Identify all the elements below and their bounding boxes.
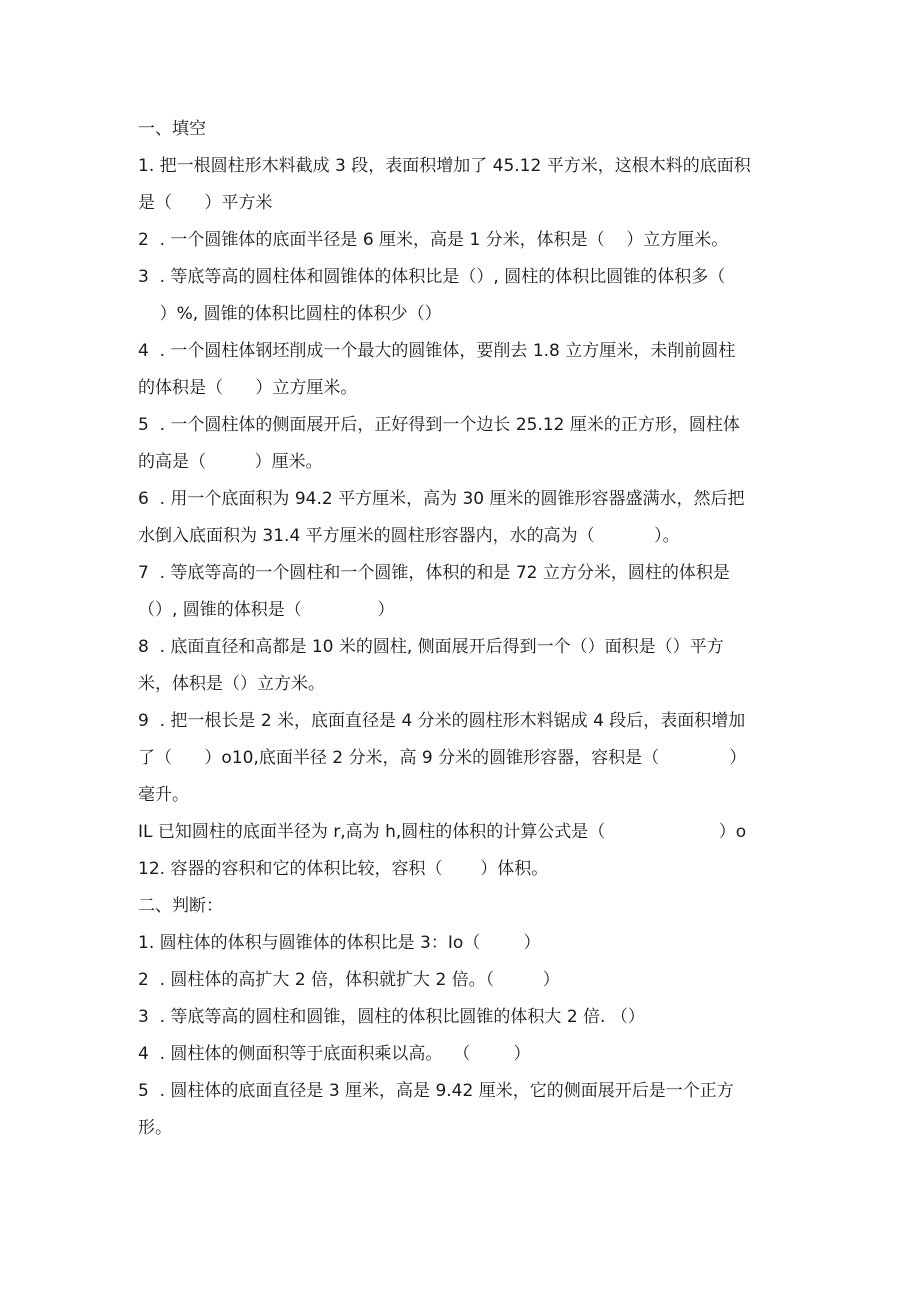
question-11: IL 已知圆柱的底面半径为 r,高为 h,圆柱的体积的计算公式是（ ）o <box>138 822 747 842</box>
question-4-line-2: 的体积是（ ）立方厘米。 <box>138 378 358 398</box>
question-7-line-2: （）, 圆锥的体积是（ ） <box>138 600 395 620</box>
judgment-5-line-1: 5 . 圆柱体的底面直径是 3 厘米，高是 9.42 厘米，它的侧面展开后是一个正方 <box>138 1081 734 1101</box>
question-5-line-2: 的高是（ ）厘米。 <box>138 452 323 472</box>
question-12: 12. 容器的容积和它的体积比较，容积（ ）体积。 <box>138 859 549 879</box>
question-4-line-1: 4 . 一个圆柱体钢坯削成一个最大的圆锥体，要削去 1.8 立方厘米，未削前圆柱 <box>138 341 736 361</box>
question-3-line-2: ）%, 圆锥的体积比圆柱的体积少（） <box>138 304 442 324</box>
question-7-line-1: 7 . 等底等高的一个圆柱和一个圆锥，体积的和是 72 立方分米，圆柱的体积是 <box>138 563 730 583</box>
question-8-line-1: 8 . 底面直径和高都是 10 米的圆柱, 侧面展开后得到一个（）面积是（）平方 <box>138 637 724 657</box>
judgment-2: 2 . 圆柱体的高扩大 2 倍，体积就扩大 2 倍。（ ） <box>138 970 560 990</box>
section-title-judgment: 二、判断： <box>138 896 223 916</box>
question-2: 2 . 一个圆锥体的底面半径是 6 厘米，高是 1 分米，体积是（ ）立方厘米。 <box>138 230 729 250</box>
question-8-line-2: 米，体积是（）立方米。 <box>138 674 325 694</box>
judgment-1: 1. 圆柱体的体积与圆锥体的体积比是 3：Io（ ） <box>138 933 541 953</box>
question-6-line-1: 6 . 用一个底面积为 94.2 平方厘米，高为 30 厘米的圆锥形容器盛满水，然后把 <box>138 489 745 509</box>
judgment-4: 4 . 圆柱体的侧面积等于底面积乘以高。 （ ） <box>138 1044 531 1064</box>
question-3-line-1: 3 . 等底等高的圆柱体和圆锥体的体积比是（）, 圆柱的体积比圆锥的体积多（ <box>138 267 726 287</box>
question-10-line-3: 毫升。 <box>138 785 189 805</box>
section-title-fill-blank: 一、填空 <box>138 119 206 139</box>
question-1-line-2: 是（ ）平方米 <box>138 193 273 213</box>
question-9-line-1: 9 . 把一根长是 2 米，底面直径是 4 分米的圆柱形木料锯成 4 段后，表面积增加 <box>138 711 746 731</box>
question-5-line-1: 5 . 一个圆柱体的侧面展开后，正好得到一个边长 25.12 厘米的正方形，圆柱体 <box>138 415 740 435</box>
judgment-3: 3 . 等底等高的圆柱和圆锥，圆柱的体积比圆锥的体积大 2 倍. （） <box>138 1007 645 1027</box>
judgment-5-line-2: 形。 <box>138 1118 172 1138</box>
question-1-line-1: 1. 把一根圆柱形木料截成 3 段，表面积增加了 45.12 平方米，这根木料的底面积 <box>138 156 751 176</box>
question-6-line-2: 水倒入底面积为 31.4 平方厘米的圆柱形容器内，水的高为（ ）。 <box>138 526 680 546</box>
question-9-10-line-2: 了（ ）o10,底面半径 2 分米，高 9 分米的圆锥形容器，容积是（ ） <box>138 748 747 768</box>
